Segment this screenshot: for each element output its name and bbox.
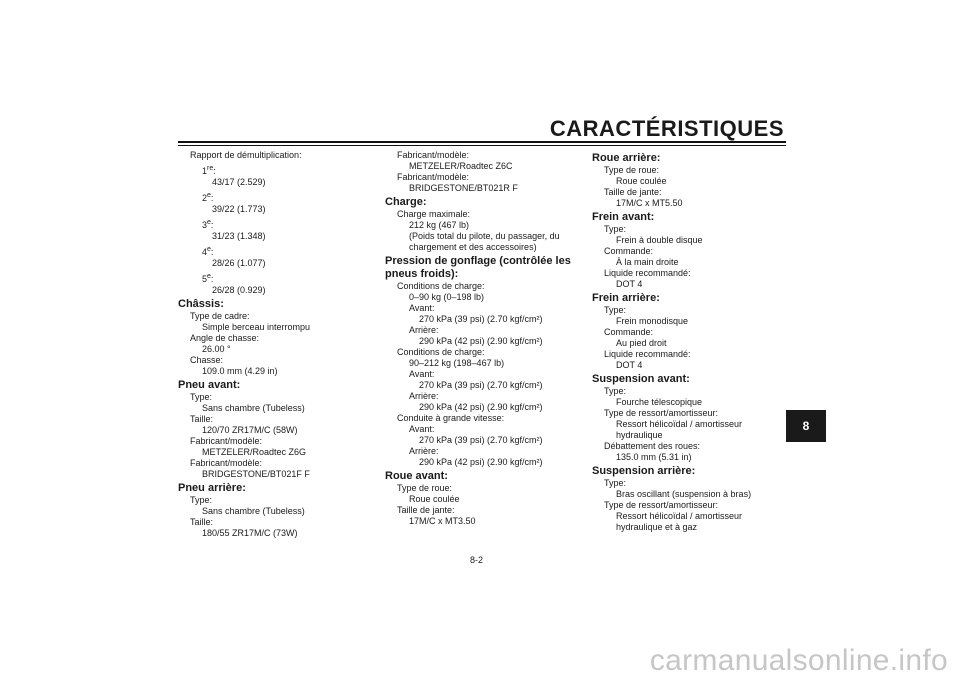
spec-line (385, 483, 575, 494)
spec-line (592, 419, 782, 430)
spec-line (385, 325, 575, 336)
spec-line (178, 177, 368, 188)
spec-text: Arrière: (409, 325, 439, 335)
spec-line (385, 303, 575, 314)
spec-line (592, 360, 782, 371)
spec-line (385, 209, 575, 220)
spec-text: Frein avant: (592, 211, 655, 223)
spec-text: Simple berceau interrompu (202, 322, 311, 332)
spec-text: Roue coulée (616, 176, 667, 186)
spec-line (385, 281, 575, 292)
spec-text: Type de ressort/amortisseur: (604, 500, 719, 510)
spec-text: 270 kPa (39 psi) (2.70 kgf/cm²) (419, 314, 543, 324)
spec-line (385, 516, 575, 527)
spec-text: 2 (202, 193, 208, 203)
spec-line (385, 402, 575, 413)
section-heading (592, 465, 782, 478)
spec-line (592, 386, 782, 397)
spec-text: Suspension avant: (592, 373, 690, 385)
spec-line (178, 469, 368, 480)
spec-text: 17M/C x MT3.50 (409, 516, 476, 526)
spec-text: Avant: (409, 424, 435, 434)
spec-line (385, 161, 575, 172)
spec-text: Pneu avant: (178, 379, 241, 391)
spec-text: Type de roue: (397, 483, 453, 493)
ordinal-superscript: re (207, 165, 214, 172)
spec-text: Fabricant/modèle: (397, 150, 470, 160)
spec-line (592, 511, 782, 522)
section-heading (592, 292, 782, 305)
spec-text: Arrière: (409, 446, 439, 456)
spec-line (385, 457, 575, 468)
spec-line (592, 327, 782, 338)
spec-text: METZELER/Roadtec Z6C (409, 161, 513, 171)
spec-line (178, 190, 368, 204)
spec-text: 135.0 mm (5.31 in) (616, 452, 692, 462)
spec-text: DOT 4 (616, 279, 643, 289)
spec-suffix: : (210, 247, 214, 257)
spec-line (178, 333, 368, 344)
spec-line (592, 268, 782, 279)
spec-line (592, 500, 782, 511)
spec-text: hydraulique et à gaz (616, 522, 698, 532)
spec-line (592, 187, 782, 198)
spec-text: Frein monodisque (616, 316, 689, 326)
section-heading (592, 373, 782, 386)
spec-line (592, 522, 782, 533)
spec-line (178, 311, 368, 322)
spec-line (178, 447, 368, 458)
spec-line (385, 336, 575, 347)
spec-text: 26.00 ° (202, 344, 231, 354)
spec-line (385, 424, 575, 435)
spec-line (178, 231, 368, 242)
spec-line (385, 505, 575, 516)
spec-line (592, 397, 782, 408)
spec-text: Liquide recommandé: (604, 268, 691, 278)
spec-line (592, 235, 782, 246)
spec-text: 270 kPa (39 psi) (2.70 kgf/cm²) (419, 435, 543, 445)
watermark: carmanualsonline.info (649, 644, 948, 677)
spec-text: 270 kPa (39 psi) (2.70 kgf/cm²) (419, 380, 543, 390)
spec-text: Angle de chasse: (190, 333, 260, 343)
spec-text: Taille: (190, 517, 214, 527)
spec-text: Châssis: (178, 298, 224, 310)
ordinal-superscript: e (207, 246, 211, 253)
spec-line (592, 441, 782, 452)
spec-text: BRIDGESTONE/BT021R F (409, 183, 518, 193)
section-heading (385, 470, 575, 483)
spec-line (592, 224, 782, 235)
spec-line (178, 244, 368, 258)
spec-text: Type: (604, 305, 627, 315)
spec-text: 26/28 (0.929) (212, 285, 266, 295)
spec-text: Type: (190, 392, 213, 402)
spec-text: Taille: (190, 414, 214, 424)
spec-line (385, 183, 575, 194)
spec-text: 17M/C x MT5.50 (616, 198, 683, 208)
spec-line (385, 150, 575, 161)
spec-text: Roue coulée (409, 494, 460, 504)
spec-text: Frein à double disque (616, 235, 703, 245)
spec-line (178, 495, 368, 506)
spec-text: METZELER/Roadtec Z6G (202, 447, 307, 457)
spec-text: 180/55 ZR17M/C (73W) (202, 528, 298, 538)
section-heading (178, 298, 368, 311)
spec-text: Avant: (409, 303, 435, 313)
spec-line (385, 314, 575, 325)
spec-text: 31/23 (1.348) (212, 231, 266, 241)
spec-line (385, 242, 575, 253)
spec-line (385, 391, 575, 402)
spec-text: Type: (604, 224, 627, 234)
spec-text: Commande: (604, 327, 654, 337)
spec-text: Bras oscillant (suspension à bras) (616, 489, 752, 499)
spec-line (385, 292, 575, 303)
spec-text: 0–90 kg (0–198 lb) (409, 292, 485, 302)
spec-suffix: : (210, 193, 214, 203)
spec-text: 90–212 kg (198–467 lb) (409, 358, 505, 368)
spec-text: Rapport de démultiplication: (190, 150, 302, 160)
spec-text: Type: (604, 478, 627, 488)
spec-line (178, 425, 368, 436)
header-rule-thin (178, 145, 786, 146)
spec-line (385, 446, 575, 457)
spec-line (385, 347, 575, 358)
spec-column-2 (385, 150, 575, 527)
spec-text: 3 (202, 220, 208, 230)
spec-text: Au pied droit (616, 338, 667, 348)
spec-text: 109.0 mm (4.29 in) (202, 366, 278, 376)
spec-line (178, 204, 368, 215)
header-rule-thick (178, 141, 786, 143)
spec-text: Fabricant/modèle: (190, 436, 263, 446)
spec-line (592, 452, 782, 463)
spec-text: 290 kPa (42 psi) (2.90 kgf/cm²) (419, 402, 543, 412)
spec-text: Conditions de charge: (397, 281, 485, 291)
spec-text: Liquide recommandé: (604, 349, 691, 359)
spec-line (178, 436, 368, 447)
spec-line (592, 305, 782, 316)
spec-line (592, 338, 782, 349)
spec-text: Roue arrière: (592, 152, 661, 164)
spec-suffix: : (210, 274, 214, 284)
spec-line (385, 413, 575, 424)
spec-text: Taille de jante: (604, 187, 662, 197)
spec-line (178, 344, 368, 355)
spec-line (178, 217, 368, 231)
spec-suffix: : (213, 166, 216, 176)
spec-text: Pneu arrière: (178, 482, 246, 494)
spec-text: Suspension arrière: (592, 465, 696, 477)
spec-line (178, 322, 368, 333)
spec-text: Charge: (385, 196, 427, 208)
spec-line (592, 349, 782, 360)
spec-text: Fabricant/modèle: (190, 458, 263, 468)
spec-line (592, 279, 782, 290)
spec-text: Type de roue: (604, 165, 660, 175)
spec-text: 290 kPa (42 psi) (2.90 kgf/cm²) (419, 457, 543, 467)
section-heading (385, 255, 575, 281)
section-heading (592, 211, 782, 224)
spec-text: Débattement des roues: (604, 441, 701, 451)
spec-text: hydraulique (616, 430, 663, 440)
spec-text: Chasse: (190, 355, 224, 365)
spec-line (178, 271, 368, 285)
spec-line (592, 198, 782, 209)
spec-text: Sans chambre (Tubeless) (202, 506, 305, 516)
spec-line (592, 257, 782, 268)
spec-line (385, 494, 575, 505)
spec-line (592, 176, 782, 187)
section-heading (592, 152, 782, 165)
spec-line (385, 358, 575, 369)
spec-line (178, 150, 368, 161)
spec-text: Charge maximale: (397, 209, 471, 219)
spec-line (592, 316, 782, 327)
spec-text: 39/22 (1.773) (212, 204, 266, 214)
spec-line (592, 430, 782, 441)
spec-text: Sans chambre (Tubeless) (202, 403, 305, 413)
spec-text: chargement et des accessoires) (409, 242, 537, 252)
spec-line (385, 172, 575, 183)
spec-line (178, 258, 368, 269)
spec-line (178, 366, 368, 377)
ordinal-superscript: e (207, 273, 211, 280)
spec-text: Arrière: (409, 391, 439, 401)
spec-column-3 (592, 150, 782, 533)
spec-line (178, 403, 368, 414)
page-number: 8-2 (470, 555, 484, 565)
spec-line (178, 285, 368, 296)
spec-column-1 (178, 150, 368, 539)
ordinal-superscript: e (207, 192, 211, 199)
spec-text: Ressort hélicoïdal / amortisseur (616, 511, 743, 521)
spec-text: 28/26 (1.077) (212, 258, 266, 268)
spec-line (592, 478, 782, 489)
spec-text: Fourche télescopique (616, 397, 703, 407)
spec-text: Avant: (409, 369, 435, 379)
spec-line (178, 517, 368, 528)
spec-text: Type: (190, 495, 213, 505)
spec-text: 120/70 ZR17M/C (58W) (202, 425, 298, 435)
spec-line (592, 165, 782, 176)
spec-line (385, 231, 575, 242)
spec-text: Roue avant: (385, 470, 448, 482)
spec-line (385, 380, 575, 391)
spec-line (178, 163, 368, 177)
spec-line (385, 220, 575, 231)
spec-text: Type de ressort/amortisseur: (604, 408, 719, 418)
spec-text: Type de cadre: (190, 311, 250, 321)
spec-text: 4 (202, 247, 208, 257)
spec-text: 43/17 (2.529) (212, 177, 266, 187)
page-title: CARACTÉRISTIQUES (549, 116, 784, 141)
spec-line (385, 369, 575, 380)
section-heading (385, 196, 575, 209)
spec-text: Commande: (604, 246, 654, 256)
spec-line (592, 489, 782, 500)
spec-line (178, 392, 368, 403)
ordinal-superscript: e (207, 219, 211, 226)
spec-text: (Poids total du pilote, du passager, du (409, 231, 560, 241)
spec-text: DOT 4 (616, 360, 643, 370)
spec-text: À la main droite (616, 257, 679, 267)
spec-suffix: : (210, 220, 214, 230)
spec-line (178, 458, 368, 469)
spec-text: 1 (202, 166, 208, 176)
spec-text: 5 (202, 274, 208, 284)
spec-text: Ressort hélicoïdal / amortisseur (616, 419, 743, 429)
spec-text: BRIDGESTONE/BT021F F (202, 469, 310, 479)
spec-text: Conditions de charge: (397, 347, 485, 357)
spec-line (592, 408, 782, 419)
spec-text: Pression de gonflage (contrôlée les pneus froids): (385, 255, 571, 280)
section-heading (178, 379, 368, 392)
spec-text: 212 kg (467 lb) (409, 220, 470, 230)
spec-text: Frein arrière: (592, 292, 660, 304)
chapter-tab[interactable]: 8 (786, 410, 826, 442)
spec-line (178, 528, 368, 539)
spec-text: Taille de jante: (397, 505, 455, 515)
spec-text: Conduite à grande vitesse: (397, 413, 505, 423)
spec-line (178, 506, 368, 517)
spec-text: Type: (604, 386, 627, 396)
spec-text: Fabricant/modèle: (397, 172, 470, 182)
spec-line (592, 246, 782, 257)
spec-line (385, 435, 575, 446)
spec-line (178, 414, 368, 425)
section-heading (178, 482, 368, 495)
spec-line (178, 355, 368, 366)
spec-text: 290 kPa (42 psi) (2.90 kgf/cm²) (419, 336, 543, 346)
